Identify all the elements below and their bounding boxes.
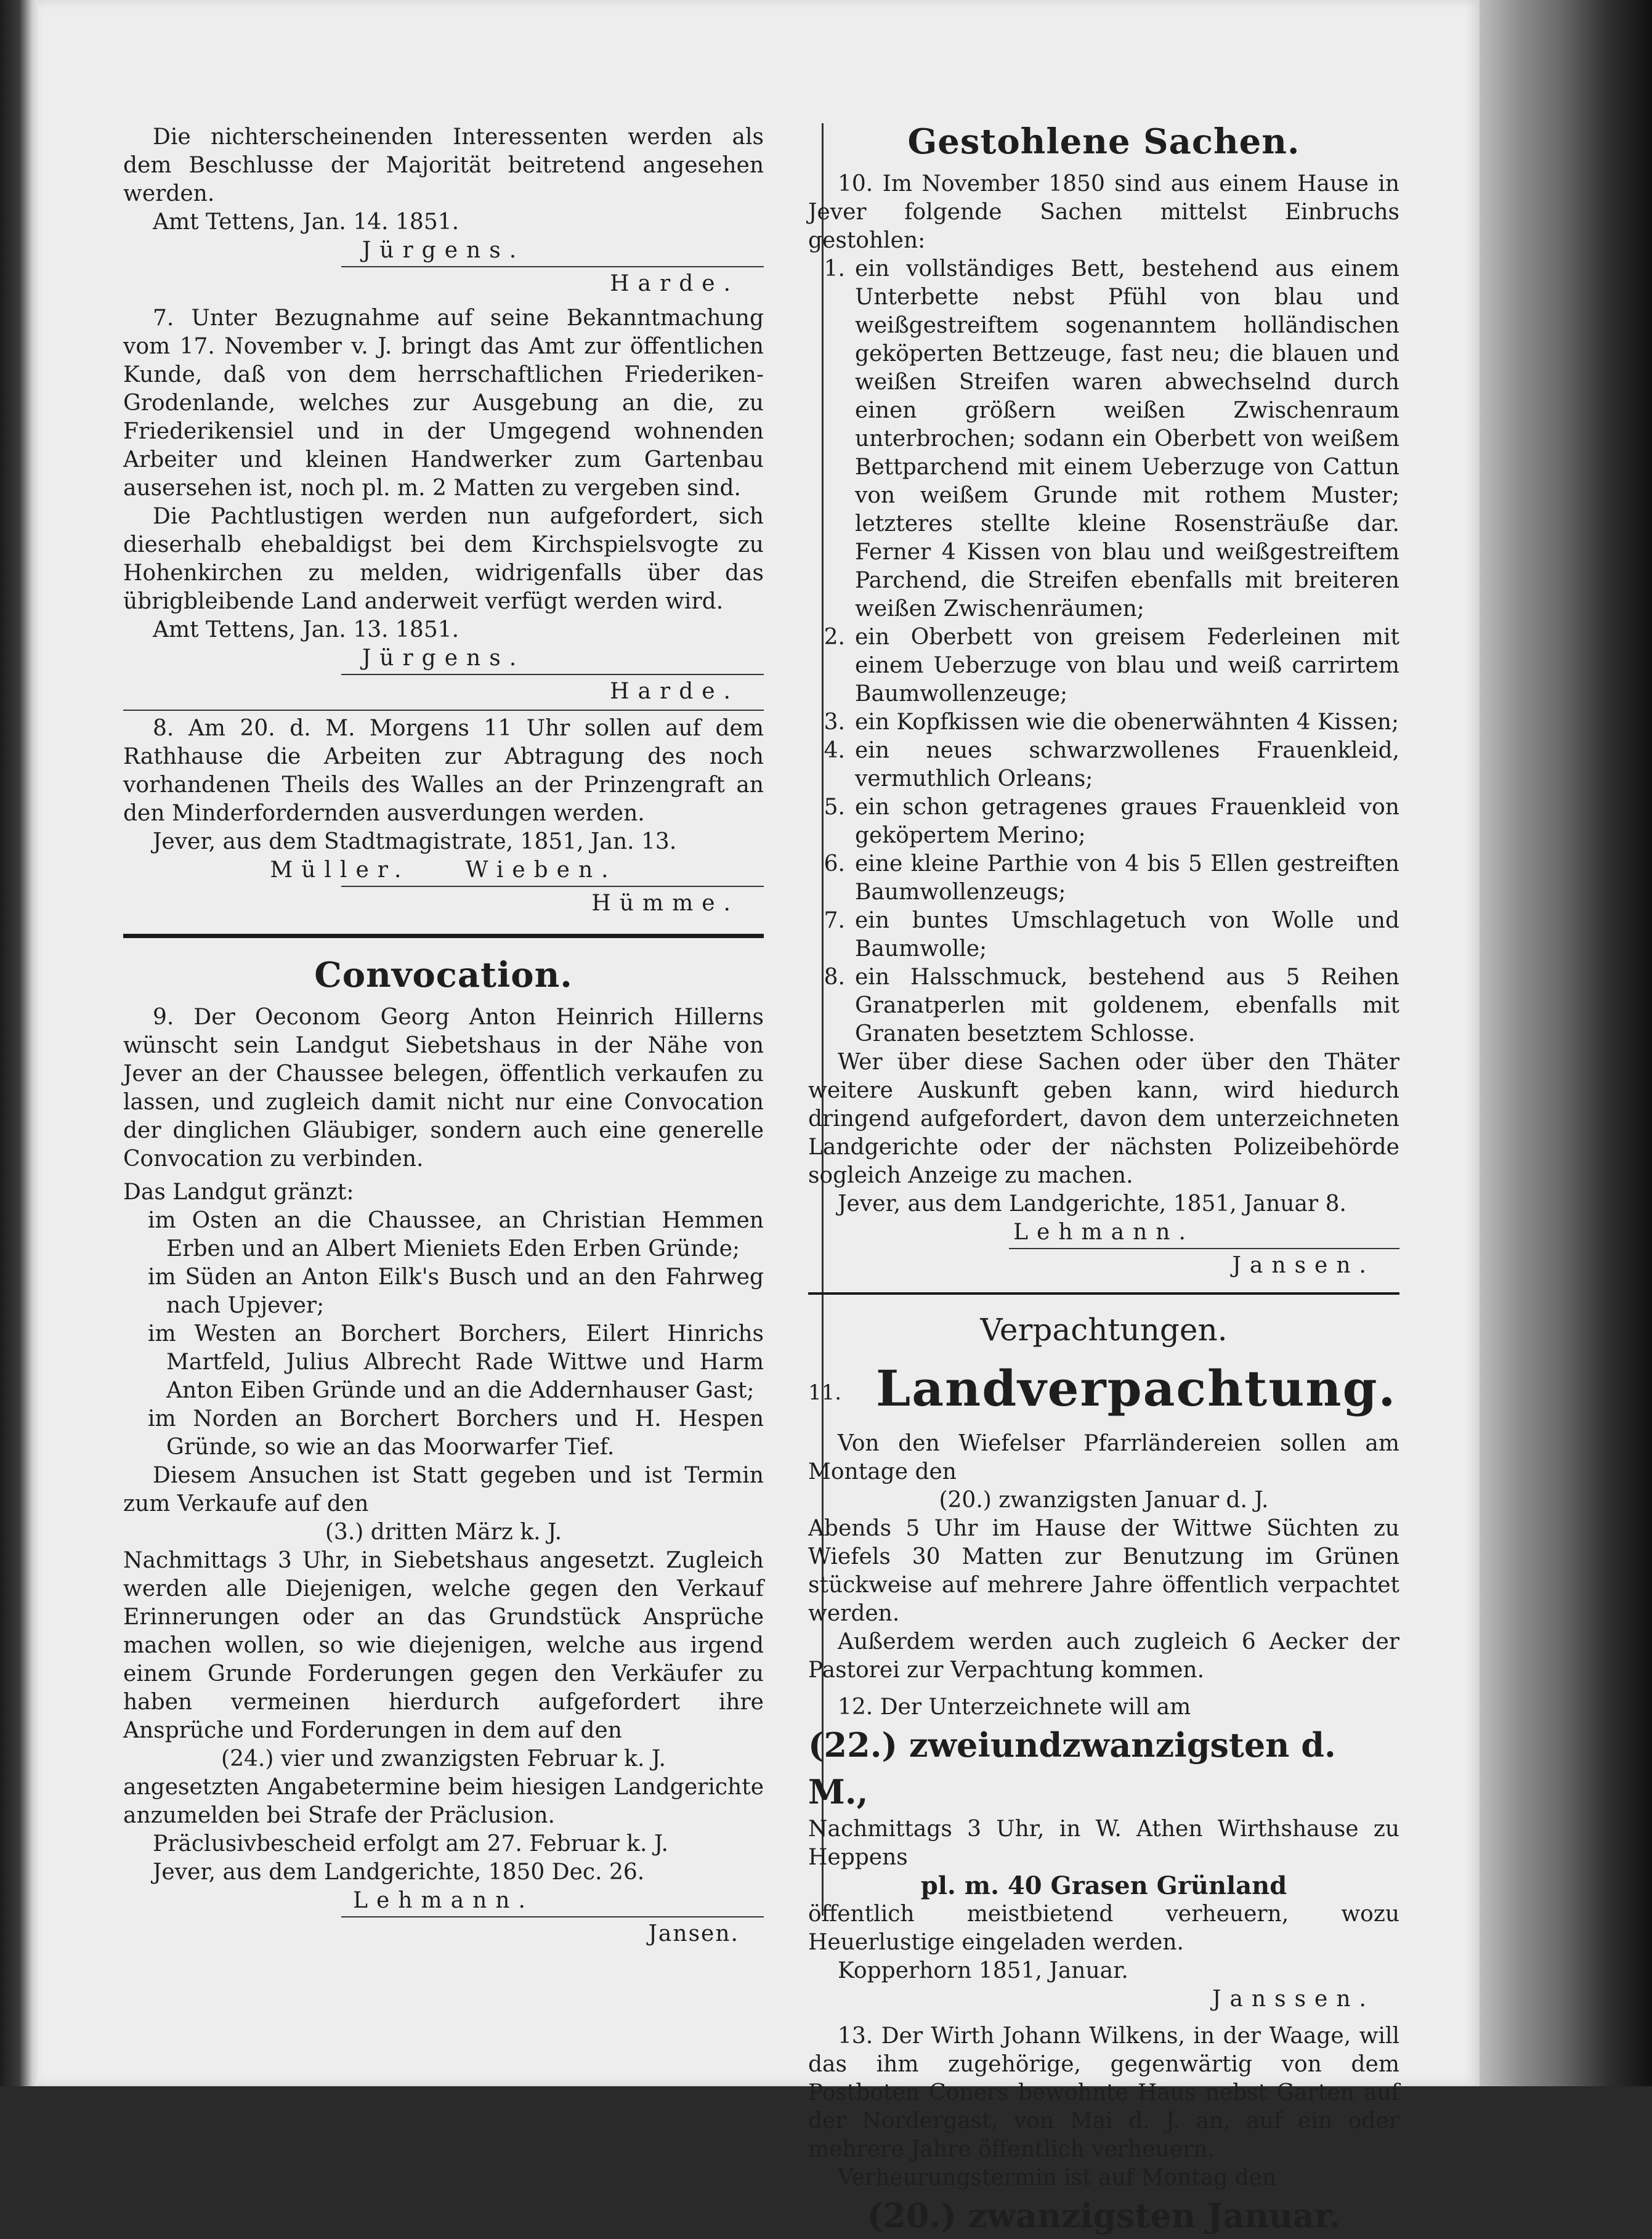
list-item	[808, 623, 1399, 708]
list-item	[808, 255, 1399, 623]
signature-jansen: Jansen.	[1232, 1253, 1375, 1278]
signature-rule	[341, 266, 764, 267]
notice-9-claims: Nachmittags 3 Uhr, in Siebetshaus angesetzt. Zugleich werden alle Diejenigen, welche gegen den Verkauf Erinnerungen oder an das Grundstück Ansprüche machen wollen, so wie diejenigen, welche aus irgend einem Grunde Forderungen gegen den Verkäufer zu haben vermeinen hierdurch aufgefordert ihre Ansprüche und Forderungen in dem auf den	[123, 1548, 764, 1743]
border-north: im Norden an Borchert Borchers und H. Hespen Gründe, so wie an das Moorwarfer Tief.	[148, 1406, 764, 1460]
list-item-number: 8.	[824, 965, 845, 990]
notice-7-continued: Die Pachtlustigen werden nun aufgefordert, sich dieserhalb ehebaldigst bei dem Kirchspielsvogte zu Hohenkirchen zu melden, widrigenfalls über das übrigbleibende Land anderweit verfügt werden wird.	[123, 504, 764, 614]
right-column	[808, 123, 1399, 2239]
notice-11-text: Von den Wiefelser Pfarrländereien sollen am Montage den	[808, 1431, 1399, 1485]
list-item	[808, 708, 1399, 737]
signature-harde: Harde.	[610, 271, 739, 296]
notice-11-number: 11.	[808, 1380, 842, 1406]
signature-lehmann: Lehmann.	[1013, 1220, 1194, 1245]
list-item	[808, 850, 1399, 907]
list-item-number: 1.	[824, 256, 845, 281]
notice-11-details: Abends 5 Uhr im Hause der Wittwe Süchten zu Wiefels 30 Matten zur Benutzung im Grünen stückweise auf mehrere Jahre öffentlich verpachtet werden.	[808, 1516, 1399, 1627]
signature-rule	[341, 674, 764, 675]
section-divider	[123, 934, 764, 938]
signature-rule	[1009, 1248, 1399, 1249]
signature-rule	[341, 886, 764, 887]
list-item-text: eine kleine Parthie von 4 bis 5 Ellen gestreiften Baumwollenzeugs;	[855, 851, 1399, 905]
notice-place-date: Jever, aus dem Stadtmagistrate, 1851, Jan. 13.	[153, 829, 677, 854]
list-item-number: 5.	[824, 795, 845, 820]
list-item	[808, 737, 1399, 793]
signature-mueller: Müller.	[270, 857, 410, 883]
notice-place-date: Kopperhorn 1851, Januar.	[838, 1958, 1128, 1984]
notice-place-date: Jever, aus dem Landgerichte, 1850 Dec. 26.	[153, 1860, 645, 1885]
notice-10-text: 10. Im November 1850 sind aus einem Hause in Jever folgende Sachen mittelst Einbruchs gestohlen:	[808, 171, 1399, 253]
list-item	[808, 963, 1399, 1048]
list-item-number: 6.	[824, 851, 845, 877]
term-date-large: (22.) zweiundzwanzigsten d. M.,	[808, 1725, 1336, 1812]
notice-12-details: Nachmittags 3 Uhr, in W. Athen Wirthshause zu Heppens	[808, 1816, 1399, 1871]
term-date: (24.) vier und zwanzigsten Februar k. J.	[221, 1746, 666, 1771]
signature-pair	[123, 856, 764, 885]
list-item-text: ein Kopfkissen wie die obenerwähnten 4 Kissen;	[855, 710, 1399, 735]
list-item-text: ein Halsschmuck, bestehend aus 5 Reihen Granatperlen mit goldenem, ebenfalls mit Granaten besetztem Schlosse.	[855, 965, 1399, 1047]
heading-leases: Verpachtungen.	[980, 1312, 1228, 1348]
left-column	[123, 123, 764, 1948]
notice-place-date: Amt Tettens, Jan. 13. 1851.	[153, 617, 460, 642]
section-divider	[808, 1292, 1399, 1295]
heading-land-lease-text: Landverpachtung.	[875, 1359, 1397, 1417]
heading-convocation: Convocation.	[314, 955, 573, 995]
border-west: im Westen an Borchert Borchers, Eilert Hinrichs Martfeld, Julius Albrecht Rade Wittwe und Harm Anton Eiben Gründe und an die Addernhauser Gast;	[148, 1321, 764, 1403]
notice-intro-text: Die nichterscheinenden Interessenten werden als dem Beschlusse der Majorität beitretend angesehen werden.	[123, 124, 764, 206]
term-date: (20.) zwanzigsten Januar d. J.	[939, 1488, 1269, 1513]
book-spine-left	[0, 0, 38, 2086]
list-item	[808, 907, 1399, 963]
notice-12-land: pl. m. 40 Grasen Grünland	[920, 1871, 1287, 1901]
stolen-items-list	[808, 255, 1399, 1048]
heading-land-lease	[808, 1358, 1399, 1423]
term-date: (3.) dritten März k. J.	[325, 1520, 562, 1545]
heading-stolen-goods: Gestohlene Sachen.	[907, 121, 1300, 162]
notice-13-text: 13. Der Wirth Johann Wilkens, in der Waage, will das ihm zugehörige, gegenwärtig von dem Postboten Coners bewohnte Haus nebst Garten auf der Nordergast, von Mai d. J. an, auf ein oder mehrere Jahre öffentlich verheuern.	[808, 2023, 1399, 2163]
list-item-number: 3.	[824, 710, 845, 735]
notice-7-text: 7. Unter Bezugnahme auf seine Bekanntmachung vom 17. November v. J. bringt das Amt zur öffentlichen Kunde, daß von dem herrschaftlichen Friederiken-Grodenlande, welches zur Ausgebung an die, zu Friederikensiel und in der Umgegend wohnenden Arbeiter und kleinen Handwerker zum Gartenbau ausersehen ist, noch pl. m. 2 Matten zu vergeben sind.	[123, 306, 764, 501]
signature-wieben: Wieben.	[465, 857, 617, 883]
list-item-number: 2.	[824, 625, 845, 650]
list-item-text: ein schon getragenes graues Frauenkleid von geköpertem Merino;	[855, 795, 1399, 848]
book-edge-right	[1480, 0, 1652, 2086]
list-item-text: ein buntes Umschlagetuch von Wolle und Baumwolle;	[855, 908, 1399, 962]
notice-11-addition: Außerdem werden auch zugleich 6 Aecker der Pastorei zur Verpachtung kommen.	[808, 1629, 1399, 1683]
notice-9-continued: Diesem Ansuchen ist Statt gegeben und ist Termin zum Verkaufe auf den	[123, 1463, 764, 1516]
border-south: im Süden an Anton Eilk's Busch und an den Fahrweg nach Upjever;	[148, 1265, 764, 1318]
signature-rule	[341, 1916, 764, 1917]
notice-divider	[123, 710, 764, 711]
notice-9-preclusion: Präclusivbescheid erfolgt am 27. Februar k. J.	[153, 1831, 668, 1856]
signature-juergens: Jürgens.	[362, 646, 525, 671]
notice-13-term: Verheurungstermin ist auf Montag den	[838, 2165, 1277, 2191]
signature-huemme: Hümme.	[591, 891, 739, 916]
list-item-number: 4.	[824, 738, 845, 763]
border-east: im Osten an die Chaussee, an Christian Hemmen Erben und an Albert Mieniets Eden Erben Gründe;	[148, 1208, 764, 1261]
list-item-text: ein neues schwarzwollenes Frauenkleid, vermuthlich Orleans;	[855, 738, 1399, 792]
list-item-number: 7.	[824, 908, 845, 933]
notice-8-text: 8. Am 20. d. M. Morgens 11 Uhr sollen auf dem Rathhause die Arbeiten zur Abtragung des noch vorhandenen Theils des Walles an der Prinzengraft an den Minderfordernden ausverdungen werden.	[123, 716, 764, 826]
notice-12-invitation: öffentlich meistbietend verheuern, wozu Heuerlustige eingeladen werden.	[808, 1901, 1399, 1956]
notice-9-text: 9. Der Oeconom Georg Anton Heinrich Hillerns wünscht sein Landgut Siebetshaus in der Nähe von Jever an der Chaussee belegen, öffentlich verkaufen zu lassen, und zugleich damit nicht nur eine Convocation der dinglichen Gläubiger, sondern auch eine generelle Convocation zu verbinden.	[123, 1005, 764, 1172]
list-item-text: ein vollständiges Bett, bestehend aus einem Unterbette nebst Pfühl von blau und weißgestreiftem sogenanntem holländischen geköperten Bettzeuge, fast neu; die blauen und weißen Streifen waren abwechselnd durch einen größern weißen Zwischenraum unterbrochen; sodann ein Oberbett von weißem Bettparchend mit einem Ueberzuge von Cattun von weißem Grunde mit rothem Muster; letzteres stellte kleine Rosensträuße dar. Ferner 4 Kissen von blau und weißgestreiftem Parchend, die Streifen ebenfalls mit breiteren weißen Zwischenräumen;	[855, 256, 1399, 621]
notice-12-text: 12. Der Unterzeichnete will am	[838, 1694, 1191, 1720]
notice-place-date: Amt Tettens, Jan. 14. 1851.	[153, 209, 460, 235]
signature-harde: Harde.	[610, 679, 739, 704]
signature-jansen: Jansen.	[648, 1921, 739, 1946]
newspaper-page	[38, 0, 1480, 2236]
notice-9-registration: angesetzten Angabetermine beim hiesigen Landgerichte anzumelden bei Strafe der Präclusion.	[123, 1775, 764, 1828]
signature-lehmann: Lehmann.	[353, 1888, 534, 1913]
list-item-text: ein Oberbett von greisem Federleinen mit einem Ueberzuge von blau und weiß carrirtem Baumwollenzeuge;	[855, 625, 1399, 707]
notice-place-date: Jever, aus dem Landgerichte, 1851, Januar 8.	[838, 1191, 1346, 1217]
notice-10-request: Wer über diese Sachen oder über den Thäter weitere Auskunft geben kann, wird hiedurch dringend aufgefordert, davon dem unterzeichneten Landgerichte oder der nächsten Polizeibehörde sogleich Anzeige zu machen.	[808, 1050, 1399, 1188]
borders-intro: Das Landgut gränzt:	[123, 1180, 354, 1205]
list-item	[808, 793, 1399, 850]
signature-janssen: Janssen.	[1212, 1986, 1375, 2012]
signature-juergens: Jürgens.	[362, 238, 525, 263]
term-date-large: (20.) zwanzigsten Januar.	[867, 2196, 1341, 2236]
